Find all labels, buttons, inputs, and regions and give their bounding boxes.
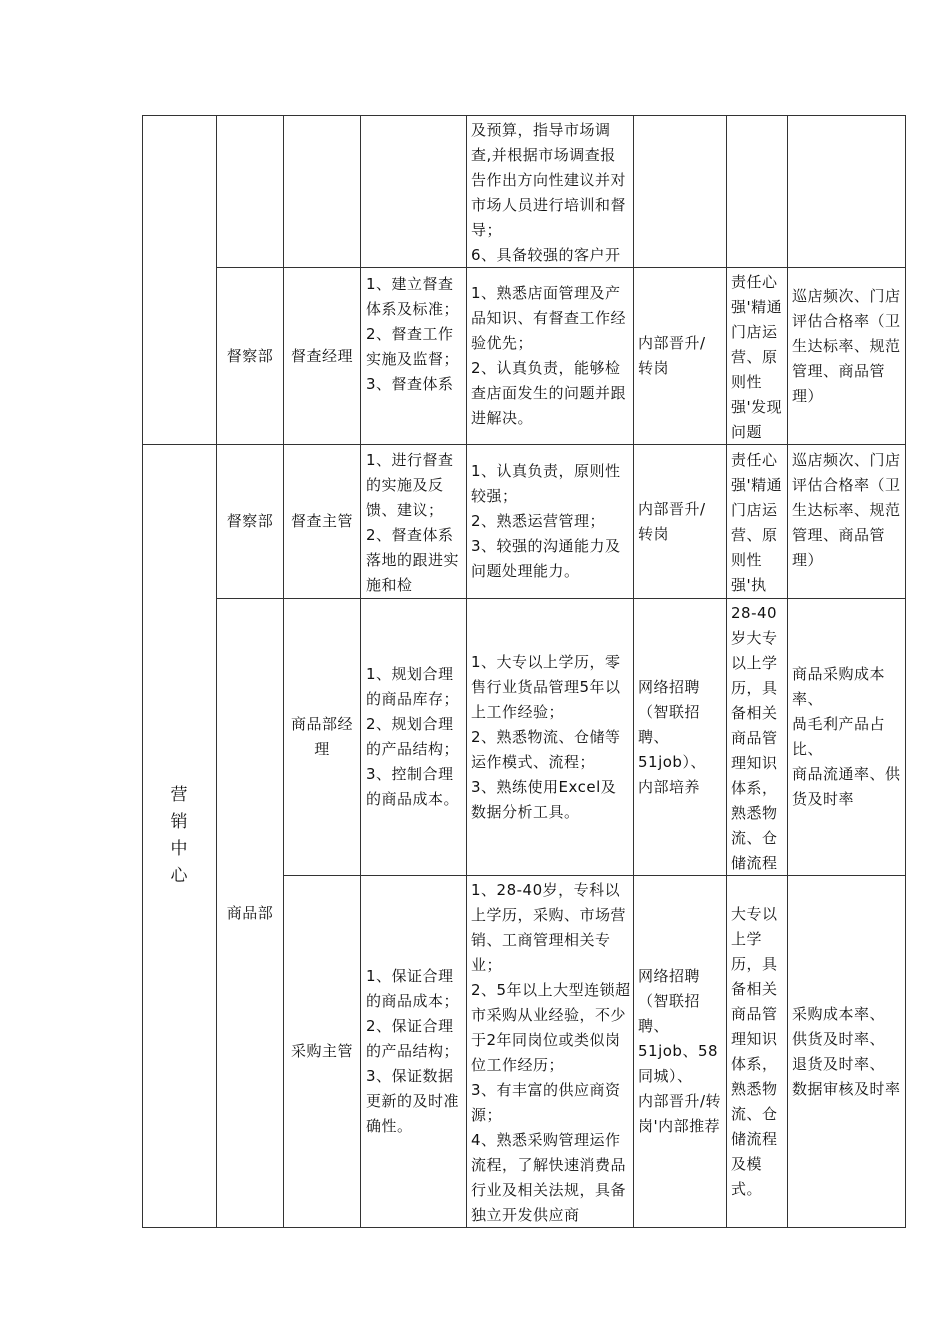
position-cell: [285, 445, 359, 598]
channel-text: 网络招聘（智联招聘、51job）、 内部培养: [638, 677, 706, 796]
traits-cell: 责任心强'精通门店运营、原则性强'执: [731, 451, 783, 594]
column-divider: [726, 115, 727, 1228]
requirements-cell: 及预算，指导市场调查,并根据市场调查报告作出方向性建议并对市场人员进行培训和督导； 6、具备较强的客户开: [471, 121, 627, 264]
duties-cell: 1、建立督查体系及标准； 2、督查工作实施及监督； 3、督查体系: [366, 275, 460, 393]
center-cell: [143, 445, 215, 1227]
channel-cell: [638, 876, 724, 1227]
requirements-cell: 1、28-40岁，专科以上学历，采购、市场营销、工商管理相关专业； 2、5年以上大型连锁超市采购从业经验，不少于2年同岗位或类似岗位工作经历； 3、有丰富的供应商资源； 4、熟悉采购管理运作流程，了解快速消费品行业及相关法规，具备独立开发供应商: [471, 881, 631, 1224]
traits-text: 大专以上学历，具备相关商品管理知识体系，熟悉物流、仓储流程及模式。: [731, 904, 778, 1198]
department-label: 商品部: [226, 903, 274, 922]
position-cell: [285, 268, 359, 444]
position-label: 督查主管: [290, 512, 353, 530]
duties-text: 1、规划合理的商品库存； 2、规划合理的产品结构； 3、控制合理的商品成本。: [366, 665, 460, 808]
duties-cell: [366, 876, 462, 1227]
traits-cell: [731, 876, 785, 1227]
column-divider: [283, 115, 284, 1228]
position-cell: [285, 599, 359, 875]
requirements-cell: [471, 268, 631, 444]
duties-cell: [366, 599, 462, 875]
channel-cell: [638, 268, 724, 444]
department-cell: [218, 268, 282, 444]
department-label: 督察部: [226, 346, 274, 365]
column-divider: [787, 115, 788, 1228]
table-bottom-border: [142, 1227, 906, 1228]
department-label: 督察部: [226, 512, 274, 530]
center-label: 营销中心: [170, 785, 188, 886]
position-cell: [285, 876, 359, 1227]
table-top-border: [142, 115, 906, 116]
duties-cell: 1、进行督查的实施及反馈、建议； 2、督查体系落地的跟进实施和检: [366, 451, 460, 594]
kpi-text: 采购成本率、 供货及时率、 退货及时率、 数据审核及时率: [792, 1004, 901, 1098]
column-divider: [633, 115, 634, 1228]
requirements-text: 1、熟悉店面管理及产品知识、有督查工作经验优先； 2、认真负责，能够检查店面发生的问题并跟进解决。: [471, 284, 627, 427]
channel-cell: [638, 445, 724, 598]
kpi-cell: [792, 876, 904, 1227]
duties-text: 1、保证合理的商品成本； 2、保证合理的产品结构； 3、保证数据更新的及时准确性。: [366, 967, 460, 1135]
kpi-text: 商品采购成本率、 咼毛利产品占比、 商品流通率、供 货及时率: [792, 665, 901, 808]
department-cell: [218, 445, 282, 598]
kpi-cell: [792, 599, 904, 875]
traits-cell: 28-40岁大专以上学历，具备相关商品管理知识体系，熟悉物流、仓储流程: [731, 604, 778, 872]
channel-text: 网络招聘（智联招聘、51job、58同城）、 内部晋升/转岗'内部推荐: [638, 967, 722, 1135]
table-right-border: [905, 115, 906, 1228]
kpi-cell: 巡店频次、门店评估合格率（卫生达标率、规范管理、商品管理）: [792, 287, 901, 405]
position-label: 商品部经理: [290, 715, 353, 758]
requirements-text: 1、认真负责，原则性较强； 2、熟悉运营管理； 3、较强的沟通能力及问题处理能力。: [471, 462, 621, 580]
kpi-cell: 巡店频次、门店评估合格率（卫生达标率、规范管理、商品管理）: [792, 451, 901, 569]
channel-cell: [638, 599, 724, 875]
requirements-cell: [471, 445, 631, 598]
position-label: 采购主管: [290, 1042, 353, 1060]
requirements-cell: [471, 599, 631, 875]
column-divider: [216, 115, 217, 1228]
requirements-text: 1、大专以上学历，零售行业货品管理5年以上工作经验； 2、熟悉物流、仓储等运作模式、流程； 3、熟练使用Excel及数据分析工具。: [471, 652, 621, 821]
channel-text: 内部晋升/ 转岗: [638, 499, 706, 543]
department-cell: [218, 599, 282, 1227]
position-label: 督查经理: [290, 346, 353, 365]
column-divider: [360, 115, 361, 1228]
channel-text: 内部晋升/ 转岗: [638, 334, 706, 377]
traits-cell: 责任心强'精通门店运营、原则性强'发现问题: [731, 273, 783, 441]
column-divider: [466, 115, 467, 1228]
